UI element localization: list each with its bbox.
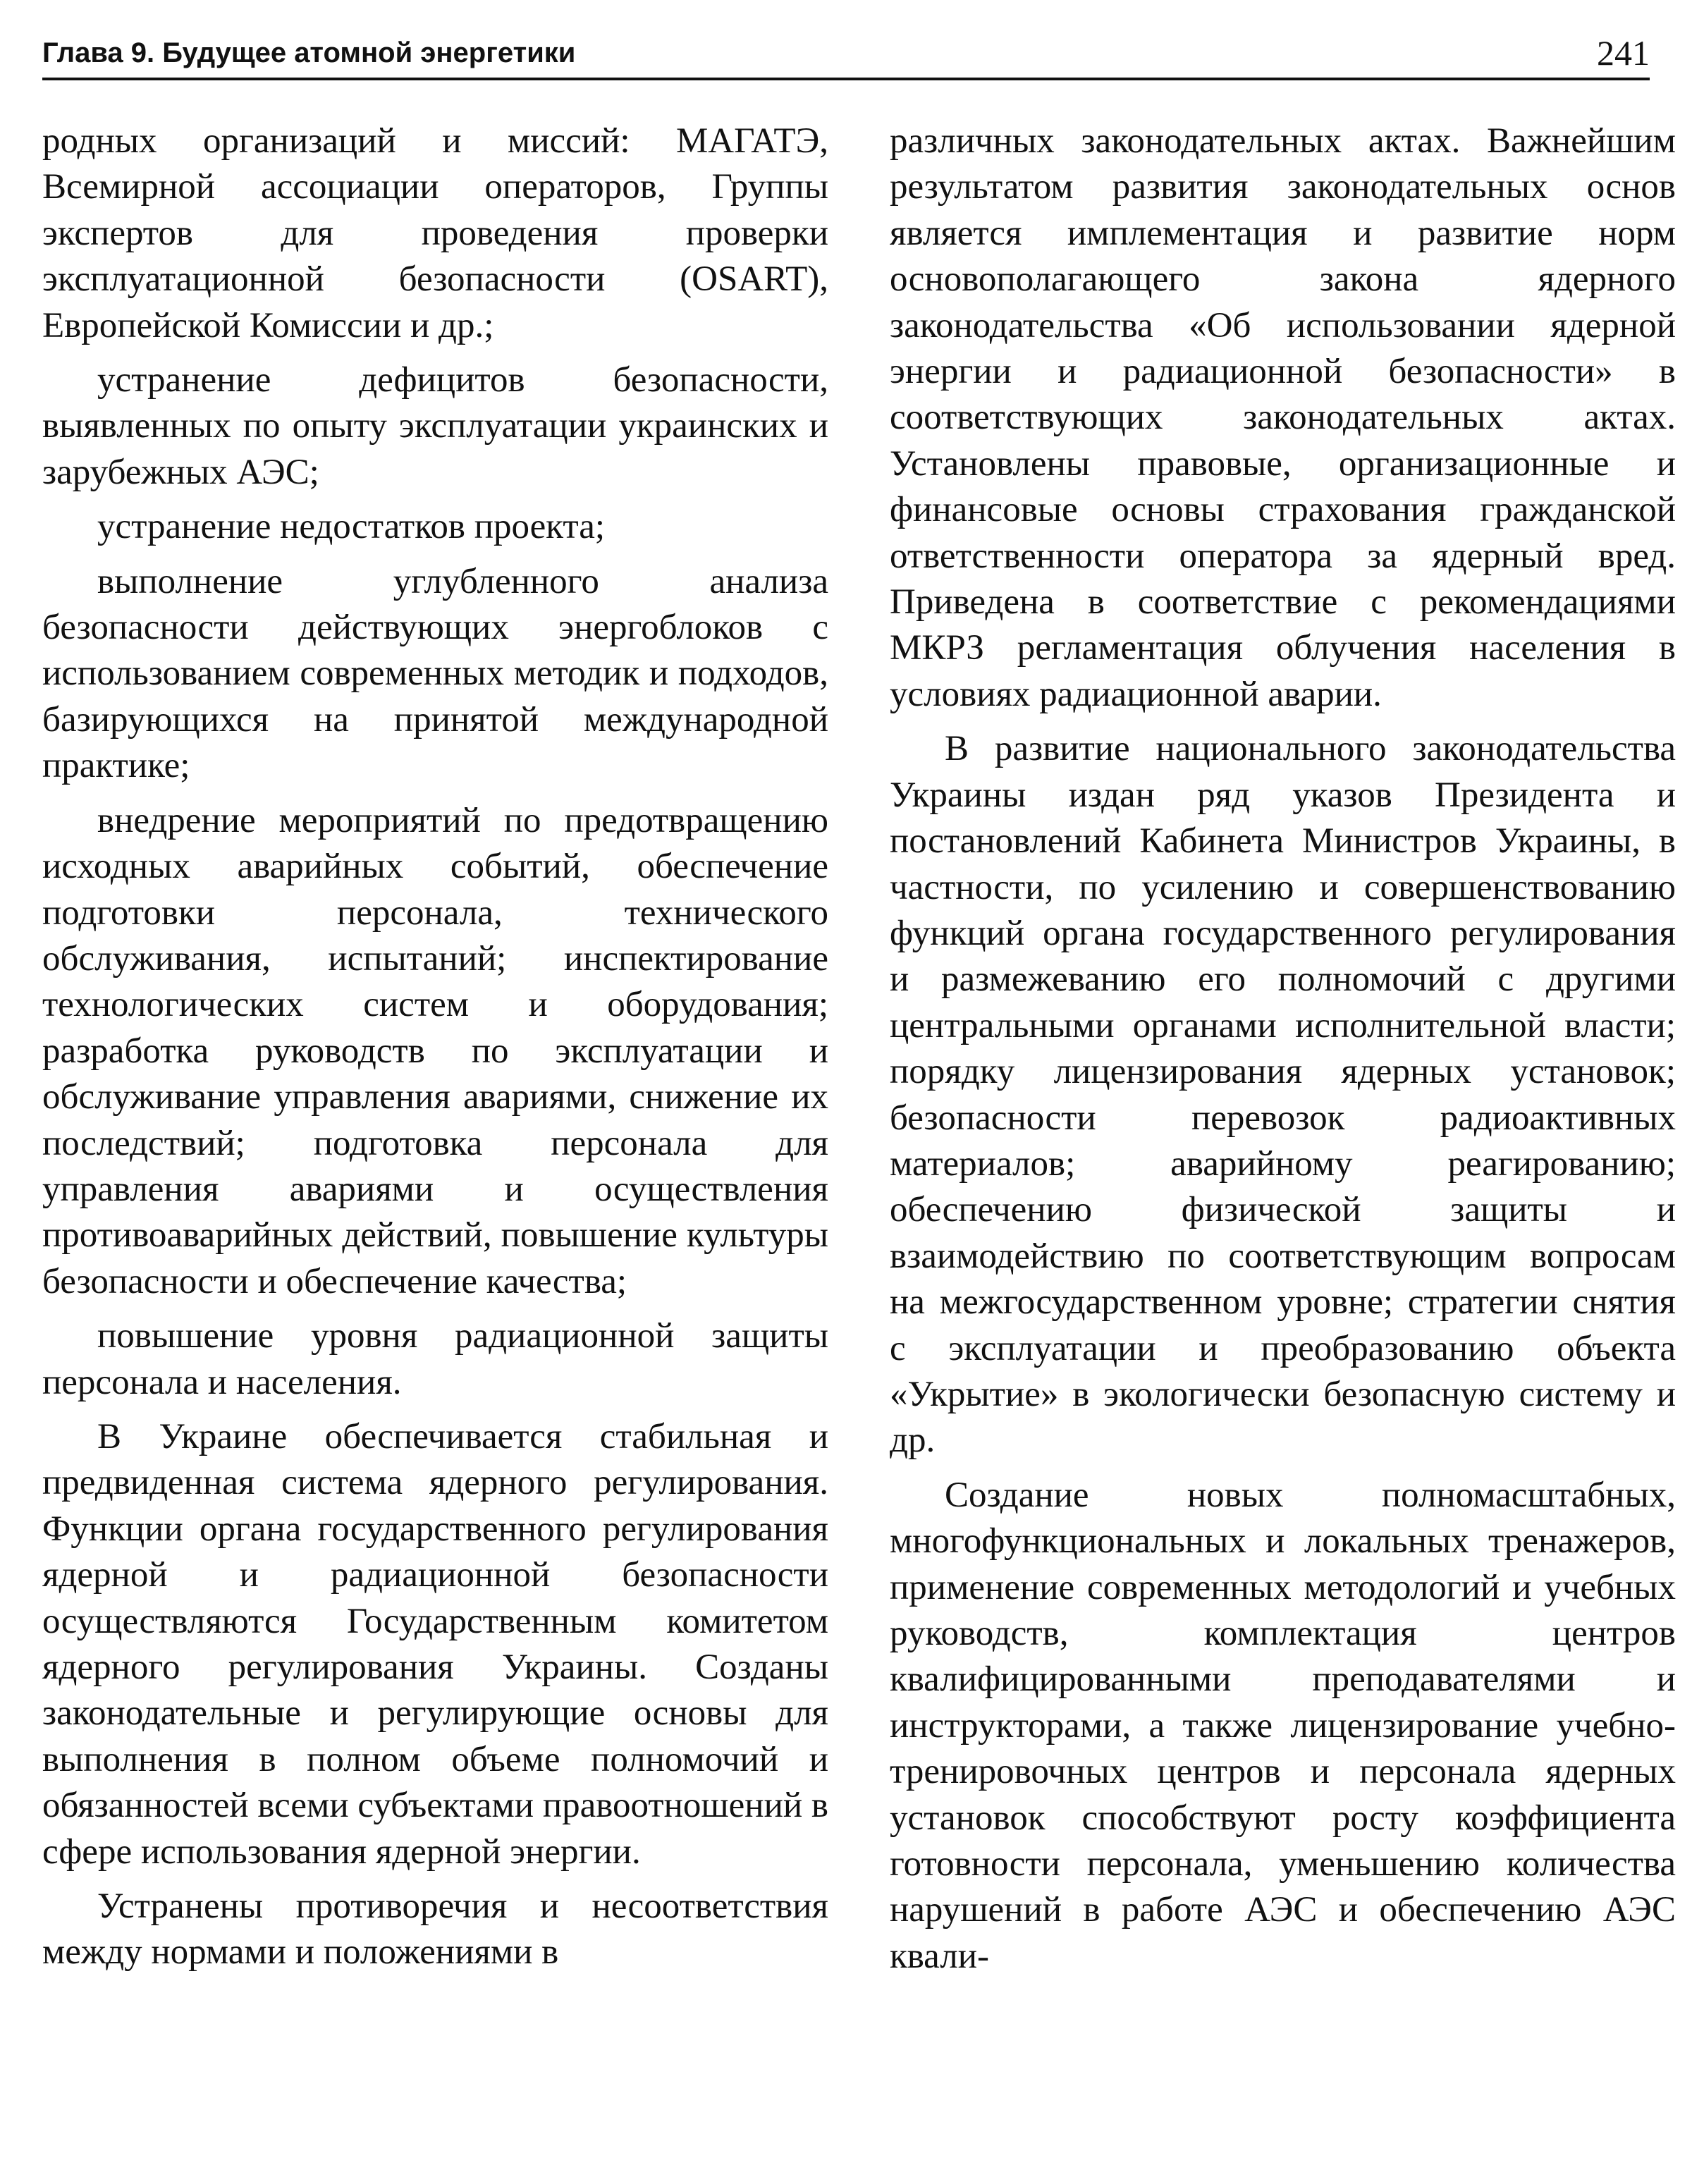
right-column xyxy=(890,118,1676,1988)
paragraph: устранение недостатков проекта; xyxy=(97,507,606,547)
paragraph: Устранены противоречия и несоответствия между нормами и положениями в xyxy=(42,1887,828,1973)
paragraph: выполнение углубленного анализа безопасности действующих энергоблоков с использованием современных методик и подходов, базирующихся на принятой международной практике; xyxy=(42,561,828,786)
page-number: 241 xyxy=(1597,33,1650,73)
page-header xyxy=(42,28,1650,80)
paragraph: В развитие национального законодательства Украины издан ряд указов Президента и постановлений Кабинета Министров Украины, в частности, по усилению и совершенствованию функций органа государственного регулирования и размежеванию его полномочий с другими центральными органами исполнительной власти; порядку лицензирования ядерных установок; безопасности перевозок радиоактивных материалов; аварийному реагированию; обеспечению физической защиты и взаимодействию по соответствующим вопросам на межгосударственном уровне; стратегии снятия с эксплуатации и преобразованию объекта «Укрытие» в экологически безопасную систему и др. xyxy=(890,729,1676,1461)
paragraph: повышение уровня радиационной защиты персонала и населения. xyxy=(42,1316,828,1402)
paragraph: внедрение мероприятий по предотвращению исходных аварийных событий, обеспечение подготовки персонала, технического обслуживания, испытаний; инспектирование технологических систем и оборудования; разработка руководств по эксплуатации и обслуживание управления авариями, снижение их последствий; подготовка персонала для управления авариями и осуществления противоаварийных действий, повышение культуры безопасности и обеспечение качества; xyxy=(42,800,828,1301)
running-head: Глава 9. Будущее атомной энергетики xyxy=(42,37,576,68)
paragraph: В Украине обеспечивается стабильная и предвиденная система ядерного регулирования. Функции органа государственного регулирования ядерной и радиационной безопасности осуществляются Государственным комитетом ядерного регулирования Украины. Созданы законодательные и регулирующие основы для выполнения в полном объеме полномочий и обязанностей всеми субъектами правоотношений в сфере использования ядерной энергии. xyxy=(42,1416,829,1872)
paragraph: Создание новых полномасштабных, многофункциональных и локальных тренажеров, применение современных методологий и учебных руководств, комплектация центров квалифицированными преподавателями и инструкторами, а также лицензирование учебно-тренировочных центров и персонала ядерных установок способствуют росту коэффициента готовности персонала, уменьшению количества нарушений в работе АЭС и обеспечению АЭС квали- xyxy=(890,1475,1676,1976)
paragraph: родных организаций и миссий: МАГАТЭ, Всемирной ассоциации операторов, Группы экспертов для проведения проверки эксплуатационной безопасности (OSART), Европейской Комиссии и др.; xyxy=(42,121,828,345)
paragraph: устранение дефицитов безопасности, выявленных по опыту эксплуатации украинских и зарубежных АЭС; xyxy=(42,360,828,492)
left-column xyxy=(42,118,828,1984)
paragraph: различных законодательных актах. Важнейшим результатом развития законодательных основ является имплементация и развитие норм основополагающего закона ядерного законодательства «Об использовании ядерной энергии и радиационной безопасности» в соответствующих законодательных актах. Установлены правовые, организационные и финансовые основы страхования гражданской ответственности оператора за ядерный вред. Приведена в соответствие с рекомендациями МКРЗ регламентация облучения населения в условиях радиационной аварии. xyxy=(890,121,1676,714)
